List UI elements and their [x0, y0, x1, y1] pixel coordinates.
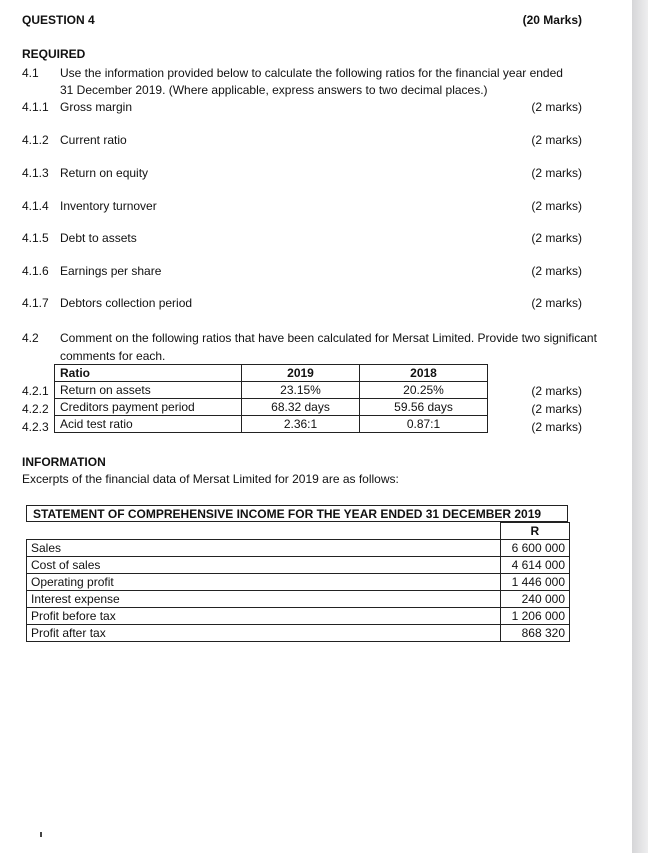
item-label: Inventory turnover [60, 199, 157, 213]
item-number: 4.1.1 [22, 100, 49, 114]
page-mark [40, 832, 42, 837]
statement-label: Profit before tax [27, 608, 501, 625]
statement-title: STATEMENT OF COMPREHENSIVE INCOME FOR THE YEAR ENDED 31 DECEMBER 2019 [26, 505, 568, 522]
header-ratio: Ratio [55, 365, 242, 382]
ratio-name: Creditors payment period [55, 399, 242, 416]
required-heading: REQUIRED [22, 47, 86, 61]
table-row [55, 416, 488, 433]
item-label: Return on equity [60, 166, 149, 180]
q42-number: 4.2 [22, 331, 39, 345]
ratio-row-number: 4.2.2 [22, 402, 49, 416]
question-marks: (20 Marks) [522, 13, 582, 27]
information-heading: INFORMATION [22, 455, 106, 469]
item-marks: (2 marks) [531, 231, 582, 245]
information-intro: Excerpts of the financial data of Mersat Limited for 2019 are as follows: [22, 472, 399, 486]
statement-value: 868 320 [500, 625, 569, 642]
table-row [55, 382, 488, 399]
item-number: 4.1.7 [22, 296, 49, 310]
ratio-row-number: 4.2.3 [22, 420, 49, 434]
item-number: 4.1.5 [22, 231, 49, 245]
ratio-row-marks: (2 marks) [531, 420, 582, 434]
statement-value: 1 206 000 [500, 608, 569, 625]
page-edge-shadow [632, 0, 648, 853]
item-number: 4.1.6 [22, 264, 49, 278]
item-number: 4.1.4 [22, 199, 49, 213]
ratio-2018: 59.56 days [360, 399, 488, 416]
q42-line2: comments for each. [60, 349, 166, 363]
table-row [27, 540, 570, 557]
q41-number: 4.1 [22, 66, 39, 80]
ratio-row-marks: (2 marks) [531, 384, 582, 398]
statement-header-row [27, 523, 570, 540]
statement-label: Sales [27, 540, 501, 557]
ratio-table-header [55, 365, 488, 382]
question-title: QUESTION 4 [22, 13, 95, 27]
statement-value: 4 614 000 [500, 557, 569, 574]
table-row [27, 625, 570, 642]
table-row [55, 399, 488, 416]
item-marks: (2 marks) [531, 166, 582, 180]
ratio-name: Acid test ratio [55, 416, 242, 433]
table-row [27, 608, 570, 625]
ratio-table [54, 364, 488, 433]
item-label: Debt to assets [60, 231, 137, 245]
item-number: 4.1.2 [22, 133, 49, 147]
ratio-2018: 0.87:1 [360, 416, 488, 433]
table-row [27, 591, 570, 608]
ratio-row-number: 4.2.1 [22, 384, 49, 398]
header-2019: 2019 [242, 365, 360, 382]
item-label: Gross margin [60, 100, 133, 114]
item-marks: (2 marks) [531, 264, 582, 278]
item-label: Current ratio [60, 133, 127, 147]
statement-header-spacer [27, 523, 501, 540]
item-label: Debtors collection period [60, 296, 193, 310]
ratio-2019: 23.15% [242, 382, 360, 399]
statement-label: Operating profit [27, 574, 501, 591]
statement-label: Interest expense [27, 591, 501, 608]
currency-header: R [500, 523, 569, 540]
ratio-2019: 2.36:1 [242, 416, 360, 433]
item-marks: (2 marks) [531, 296, 582, 310]
item-marks: (2 marks) [531, 199, 582, 213]
statement-value: 6 600 000 [500, 540, 569, 557]
table-row [27, 557, 570, 574]
ratio-name: Return on assets [55, 382, 242, 399]
table-row [27, 574, 570, 591]
ratio-row-marks: (2 marks) [531, 402, 582, 416]
ratio-2018: 20.25% [360, 382, 488, 399]
income-statement-table [26, 522, 570, 642]
statement-label: Profit after tax [27, 625, 501, 642]
q41-line1: Use the information provided below to calculate the following ratios for the financial year ended [60, 66, 563, 80]
header-2018: 2018 [360, 365, 488, 382]
statement-value: 240 000 [500, 591, 569, 608]
item-number: 4.1.3 [22, 166, 49, 180]
statement-label: Cost of sales [27, 557, 501, 574]
q42-line1: Comment on the following ratios that have been calculated for Mersat Limited. Provide two significant [60, 331, 597, 345]
item-label: Earnings per share [60, 264, 162, 278]
item-marks: (2 marks) [531, 100, 582, 114]
ratio-2019: 68.32 days [242, 399, 360, 416]
q41-line2: 31 December 2019. (Where applicable, express answers to two decimal places.) [60, 83, 488, 97]
statement-value: 1 446 000 [500, 574, 569, 591]
item-marks: (2 marks) [531, 133, 582, 147]
